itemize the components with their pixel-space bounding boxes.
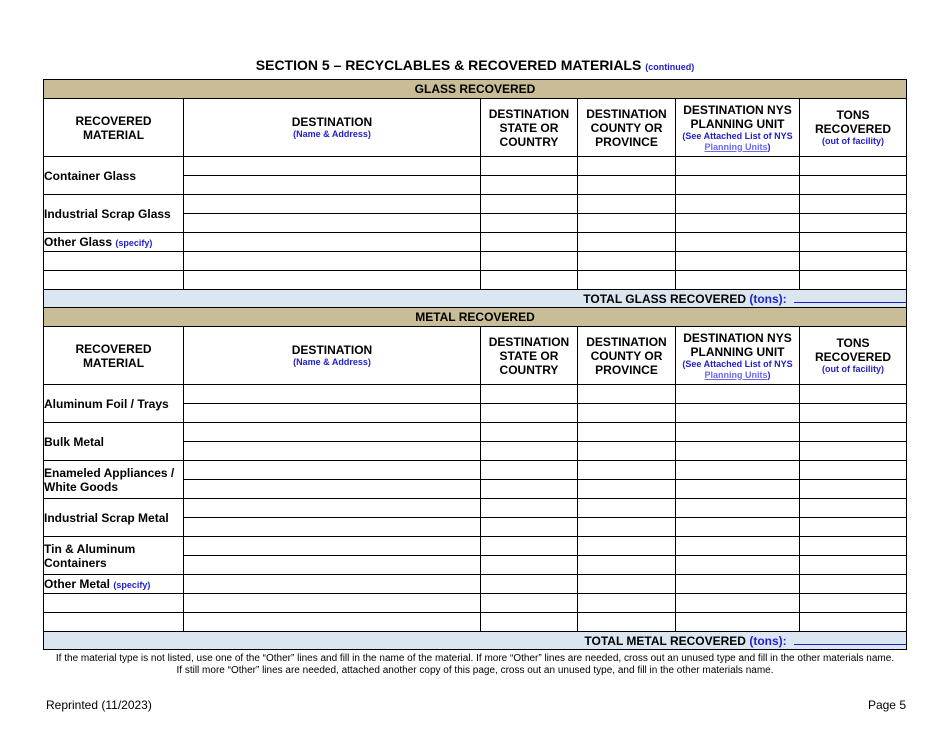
tons-field[interactable] (800, 176, 907, 195)
county-field[interactable] (578, 575, 676, 594)
other-material-field[interactable] (44, 252, 184, 271)
county-field[interactable] (578, 594, 676, 613)
state-field[interactable] (481, 252, 578, 271)
planning-unit-field[interactable] (676, 499, 800, 518)
col-tons: TONS RECOVERED (out of facility) (800, 99, 907, 157)
state-field[interactable] (481, 404, 578, 423)
county-field[interactable] (578, 176, 676, 195)
col-nys: DESTINATION NYS PLANNING UNIT (See Attached List of NYS Planning Units) (676, 327, 800, 385)
state-field[interactable] (481, 385, 578, 404)
recovered-materials-form (43, 79, 907, 650)
tons-field[interactable] (800, 575, 907, 594)
destination-field[interactable] (184, 271, 481, 290)
state-field[interactable] (481, 461, 578, 480)
col-county: DESTINATION COUNTY OR PROVINCE (578, 99, 676, 157)
county-field[interactable] (578, 423, 676, 442)
material-label: Industrial Scrap Metal (44, 499, 184, 537)
destination-field[interactable] (184, 233, 481, 252)
state-field[interactable] (481, 518, 578, 537)
state-field[interactable] (481, 214, 578, 233)
planning-unit-field[interactable] (676, 518, 800, 537)
col-destination: DESTINATION (Name & Address) (184, 99, 481, 157)
total-glass-row: TOTAL GLASS RECOVERED (tons): (44, 290, 907, 308)
page-number: Page 5 (867, 698, 906, 712)
planning-unit-field[interactable] (676, 556, 800, 575)
col-nys: DESTINATION NYS PLANNING UNIT (See Attached List of NYS Planning Units) (676, 99, 800, 157)
planning-units-link[interactable]: Planning Units (704, 141, 768, 152)
continued-note: (continued) (645, 62, 695, 72)
county-field[interactable] (578, 404, 676, 423)
destination-field[interactable] (184, 176, 481, 195)
planning-unit-field[interactable] (676, 252, 800, 271)
destination-field[interactable] (184, 556, 481, 575)
state-field[interactable] (481, 537, 578, 556)
county-field[interactable] (578, 214, 676, 233)
county-field[interactable] (578, 518, 676, 537)
planning-unit-field[interactable] (676, 157, 800, 176)
state-field[interactable] (481, 157, 578, 176)
tons-field[interactable] (800, 480, 907, 499)
destination-field[interactable] (184, 575, 481, 594)
tons-field[interactable] (800, 613, 907, 632)
other-material-label: Other Glass (specify) (44, 233, 184, 252)
destination-field[interactable] (184, 442, 481, 461)
state-field[interactable] (481, 233, 578, 252)
tons-field[interactable] (800, 157, 907, 176)
state-field[interactable] (481, 499, 578, 518)
tons-field[interactable] (800, 271, 907, 290)
metal-section-header: METAL RECOVERED (44, 308, 907, 327)
destination-field[interactable] (184, 499, 481, 518)
col-material: RECOVERED MATERIAL (44, 99, 184, 157)
destination-field[interactable] (184, 613, 481, 632)
destination-field[interactable] (184, 537, 481, 556)
tons-field[interactable] (800, 385, 907, 404)
material-label: Bulk Metal (44, 423, 184, 461)
col-county: DESTINATION COUNTY OR PROVINCE (578, 327, 676, 385)
county-field[interactable] (578, 385, 676, 404)
total-metal-field[interactable] (794, 634, 906, 645)
tons-field[interactable] (800, 404, 907, 423)
planning-unit-field[interactable] (676, 404, 800, 423)
destination-field[interactable] (184, 195, 481, 214)
county-field[interactable] (578, 499, 676, 518)
tons-field[interactable] (800, 518, 907, 537)
material-label: Tin & Aluminum Containers (44, 537, 184, 575)
reprinted-date: Reprinted (11/2023) (46, 698, 152, 712)
tons-field[interactable] (800, 537, 907, 556)
state-field[interactable] (481, 271, 578, 290)
county-field[interactable] (578, 271, 676, 290)
state-field[interactable] (481, 556, 578, 575)
destination-field[interactable] (184, 423, 481, 442)
metal-column-headers (44, 327, 907, 385)
county-field[interactable] (578, 480, 676, 499)
total-metal-row: TOTAL METAL RECOVERED (tons): (44, 632, 907, 650)
material-label: Industrial Scrap Glass (44, 195, 184, 233)
planning-unit-field[interactable] (676, 423, 800, 442)
planning-unit-field[interactable] (676, 233, 800, 252)
county-field[interactable] (578, 461, 676, 480)
tons-field[interactable] (800, 461, 907, 480)
destination-field[interactable] (184, 404, 481, 423)
col-state: DESTINATION STATE OR COUNTRY (481, 327, 578, 385)
other-material-field[interactable] (44, 613, 184, 632)
instructions-note: If the material type is not listed, use one of the “Other” lines and fill in the name of the material. If more “Other” lines are needed, cross out an unused type and fill in the other materials name. If still more “Other” lines are needed, attached another copy of this page, cross out an unused type, and fill in the other materials name. (55, 653, 895, 676)
tons-field[interactable] (800, 442, 907, 461)
state-field[interactable] (481, 442, 578, 461)
material-label: Aluminum Foil / Trays (44, 385, 184, 423)
state-field[interactable] (481, 480, 578, 499)
col-destination: DESTINATION (Name & Address) (184, 327, 481, 385)
planning-unit-field[interactable] (676, 176, 800, 195)
destination-field[interactable] (184, 214, 481, 233)
planning-unit-field[interactable] (676, 214, 800, 233)
glass-section-header: GLASS RECOVERED (44, 80, 907, 99)
county-field[interactable] (578, 252, 676, 271)
destination-field[interactable] (184, 518, 481, 537)
destination-field[interactable] (184, 252, 481, 271)
col-material: RECOVERED MATERIAL (44, 327, 184, 385)
state-field[interactable] (481, 575, 578, 594)
tons-field[interactable] (800, 499, 907, 518)
destination-field[interactable] (184, 461, 481, 480)
other-material-label: Other Metal (specify) (44, 575, 184, 594)
county-field[interactable] (578, 442, 676, 461)
tons-field[interactable] (800, 214, 907, 233)
planning-unit-field[interactable] (676, 442, 800, 461)
planning-unit-field[interactable] (676, 461, 800, 480)
planning-unit-field[interactable] (676, 594, 800, 613)
destination-field[interactable] (184, 594, 481, 613)
tons-field[interactable] (800, 556, 907, 575)
other-material-field[interactable] (44, 271, 184, 290)
tons-field[interactable] (800, 594, 907, 613)
planning-units-link[interactable]: Planning Units (704, 369, 768, 380)
tons-field[interactable] (800, 195, 907, 214)
state-field[interactable] (481, 176, 578, 195)
county-field[interactable] (578, 613, 676, 632)
planning-unit-field[interactable] (676, 613, 800, 632)
planning-unit-field[interactable] (676, 575, 800, 594)
tons-field[interactable] (800, 423, 907, 442)
county-field[interactable] (578, 537, 676, 556)
state-field[interactable] (481, 594, 578, 613)
destination-field[interactable] (184, 480, 481, 499)
county-field[interactable] (578, 157, 676, 176)
tons-field[interactable] (800, 252, 907, 271)
total-glass-field[interactable] (794, 292, 906, 303)
planning-unit-field[interactable] (676, 195, 800, 214)
col-state: DESTINATION STATE OR COUNTRY (481, 99, 578, 157)
other-material-field[interactable] (44, 594, 184, 613)
planning-unit-field[interactable] (676, 385, 800, 404)
state-field[interactable] (481, 195, 578, 214)
planning-unit-field[interactable] (676, 271, 800, 290)
state-field[interactable] (481, 613, 578, 632)
glass-column-headers (44, 99, 907, 157)
col-tons: TONS RECOVERED (out of facility) (800, 327, 907, 385)
county-field[interactable] (578, 195, 676, 214)
state-field[interactable] (481, 423, 578, 442)
tons-field[interactable] (800, 233, 907, 252)
material-label: Enameled Appliances / White Goods (44, 461, 184, 499)
destination-field[interactable] (184, 385, 481, 404)
planning-unit-field[interactable] (676, 537, 800, 556)
material-label: Container Glass (44, 157, 184, 195)
section-title: SECTION 5 – RECYCLABLES & RECOVERED MATERIALS (continued) (255, 57, 695, 73)
destination-field[interactable] (184, 157, 481, 176)
county-field[interactable] (578, 556, 676, 575)
county-field[interactable] (578, 233, 676, 252)
planning-unit-field[interactable] (676, 480, 800, 499)
